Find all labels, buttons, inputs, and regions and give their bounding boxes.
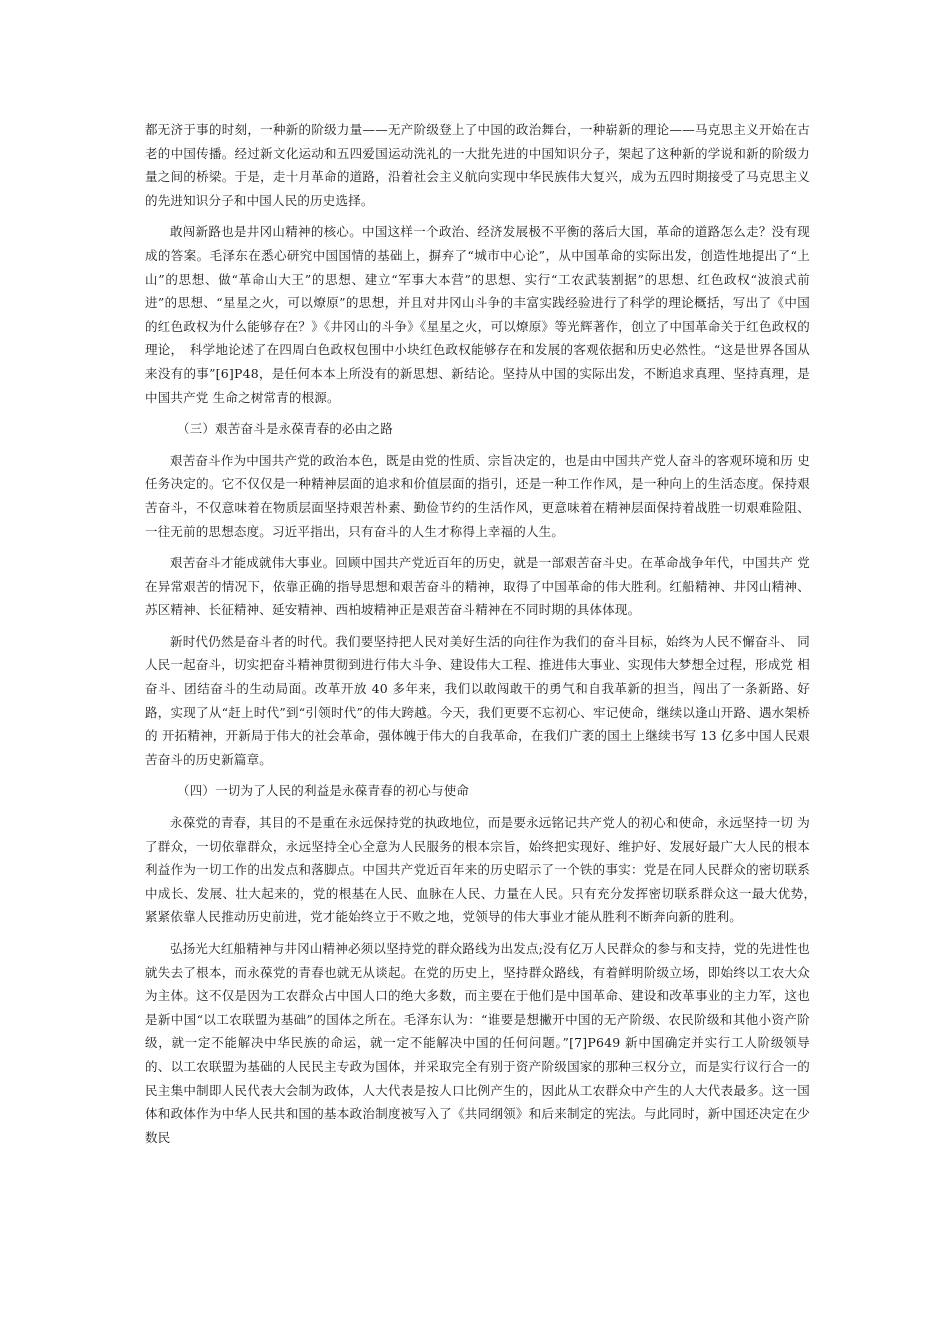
paragraph-hard-work-history: 艰苦奋斗才能成就伟大事业。回顾中国共产党近百年的历史，就是一部艰苦奋斗史。在革命战争年代，中国共产 党在异常艰苦的情况下，依靠正确的指导思想和艰苦奋斗的精神，取得了中国革命的伟大胜利。红船精神、井冈山精神、苏区精神、长征精神、延安精神、西柏坡精神正是艰苦奋斗精神在不同时期的具体体现。 xyxy=(145,555,810,618)
paragraph-continuation: 都无济于事的时刻，一种新的阶级力量——无产阶级登上了中国的政治舞台，一种崭新的理论——马克思主义开始在古老的中国传播。经过新文化运动和五四爱国运动洗礼的一大批先进的中国知识分子，架起了这种新的学说和新的阶级力量之间的桥梁。于是，走十月革命的道路，沿着社会主义航向实现中华民族伟大复兴，成为五四时期接受了马克思主义 的先进知识分子和中国人民的历史选择。 xyxy=(145,122,810,208)
paragraph-jinggangshan-new-path: 敢闯新路也是井冈山精神的核心。中国这样一个政治、经济发展极不平衡的落后大国，革命的道路怎么走？没有现成的答案。毛泽东在悉心研究中国国情的基础上，摒弃了“城市中心论”，从中国革命的实际出发，创造性地提出了“上山”的思想、做“革命山大王”的思想、建立“军事大本营”的思想、实行“工农武装割据”的思想、红色政权“波浪式前进”的思想、“星星之火，可以燎原”的思想，并且对井冈山斗争的丰富实践经验进行了科学的理论概括，写出了《中国的红色政权为什么能够存在？》《井冈山的斗争》《星星之火，可以燎原》等光辉著作，创立了中国革命关于红色政权的理论， 科学地论述了在四周白色政权包围中小块红色政权能够存在和发展的客观依据和历史必然性。“这是世界各国从来没有的事”[6]P48，是任何本本上所没有的新思想、新结论。坚持从中国的实际出发，不断追求真理、坚持真理，是中国共产党 生命之树常青的根源。 xyxy=(145,224,810,405)
section-heading-3: （三）艰苦奋斗是永葆青春的必由之路 xyxy=(177,421,393,437)
document-page xyxy=(145,118,823,1149)
paragraph-people-interest: 永葆党的青春，其目的不是重在永远保持党的执政地位，而是要永远铭记共产党人的初心和使命，永远坚持一切 为了群众，一切依靠群众，永远坚持全心全意为人民服务的根本宗旨，始终把实现好、维护好、发展好最广大人民的根本利益作为一切工作的出发点和落脚点。中国共产党近百年来的历史昭示了一个铁的事实：党是在同人民群众的密切联系中成长、发展、壮大起来的，党的根基在人民、血脉在人民、力量在人民。只有充分发挥密切联系群众这一最大优势， 紧紧依靠人民推动历史前进，党才能始终立于不败之地，党领导的伟大事业才能从胜利不断奔向新的胜利。 xyxy=(145,815,823,925)
section-heading-4: （四）一切为了人民的利益是永葆青春的初心与使命 xyxy=(177,783,470,799)
paragraph-new-era: 新时代仍然是奋斗者的时代。我们要坚持把人民对美好生活的向往作为我们的奋斗目标，始终为人民不懈奋斗、 同人民一起奋斗，切实把奋斗精神贯彻到进行伟大斗争、建设伟大工程、推进伟大事业、实现伟大梦想全过程，形成党 相奋斗、团结奋斗的生动局面。改革开放 40 多年来，我们以敢闯敢干的勇气和自我革新的担当，闯出了一条新路、好 路，实现了从“赶上时代”到“引领时代”的伟大跨越。今天，我们更要不忘初心、牢记使命，继续以逢山开路、遇水架桥的 开拓精神，开新局于伟大的社会革命，强体魄于伟大的自我革命，在我们广袤的国土上继续书写 13 亿多中国人民艰苦奋斗的历史新篇章。 xyxy=(145,633,810,767)
paragraph-hard-work-nature: 艰苦奋斗作为中国共产党的政治本色，既是由党的性质、宗旨决定的，也是由中国共产党人奋斗的客观环境和历 史任务决定的。它不仅仅是一种精神层面的追求和价值层面的指引，还是一种工作作风，是一种向上的生活态度。保持艰苦奋斗，不仅意味着在物质层面坚持艰苦朴素、勤俭节约的生活作风，更意味着在精神层面保持着战胜一切艰难险阻、一往无前的思想态度。习近平指出，只有奋斗的人生才称得上幸福的人生。 xyxy=(145,452,810,539)
paragraph-mass-line: 弘扬光大红船精神与井冈山精神必须以坚持党的群众路线为出发点;没有亿万人民群众的参与和支持，党的先进性也就失去了根本，而永葆党的青春也就无从谈起。在党的历史上，坚持群众路线，有着鲜明阶级立场，即始终以工农大众为主体。这不仅是因为工农群众占中国人口的绝大多数，而主要在于他们是中国革命、建设和改革事业的主力军，这也是新中国“以工农联盟为基础”的国体之所在。毛泽东认为：“谁要是想撇开中国的无产阶级、农民阶级和其他小资产阶级，就一定不能解决中华民族的命运，就一定不能解决中国的任何问题。”[7]P649 新中国确定并实行工人阶级领导的、以工农联盟为基础的人民民主专政为国体，并采取完全有别于资产阶级国家的那种三权分立，而是实行议行合一的民主集中制即人民代表大会制为政体，人大代表是按人口比例产生的，因此从工农群众中产生的人大代表最多。这一国体和政体作为中华人民共和国的基本政治制度被写入了《共同纲领》和后来制定的宪法。与此同时，新中国还决定在少数民 xyxy=(145,941,810,1145)
